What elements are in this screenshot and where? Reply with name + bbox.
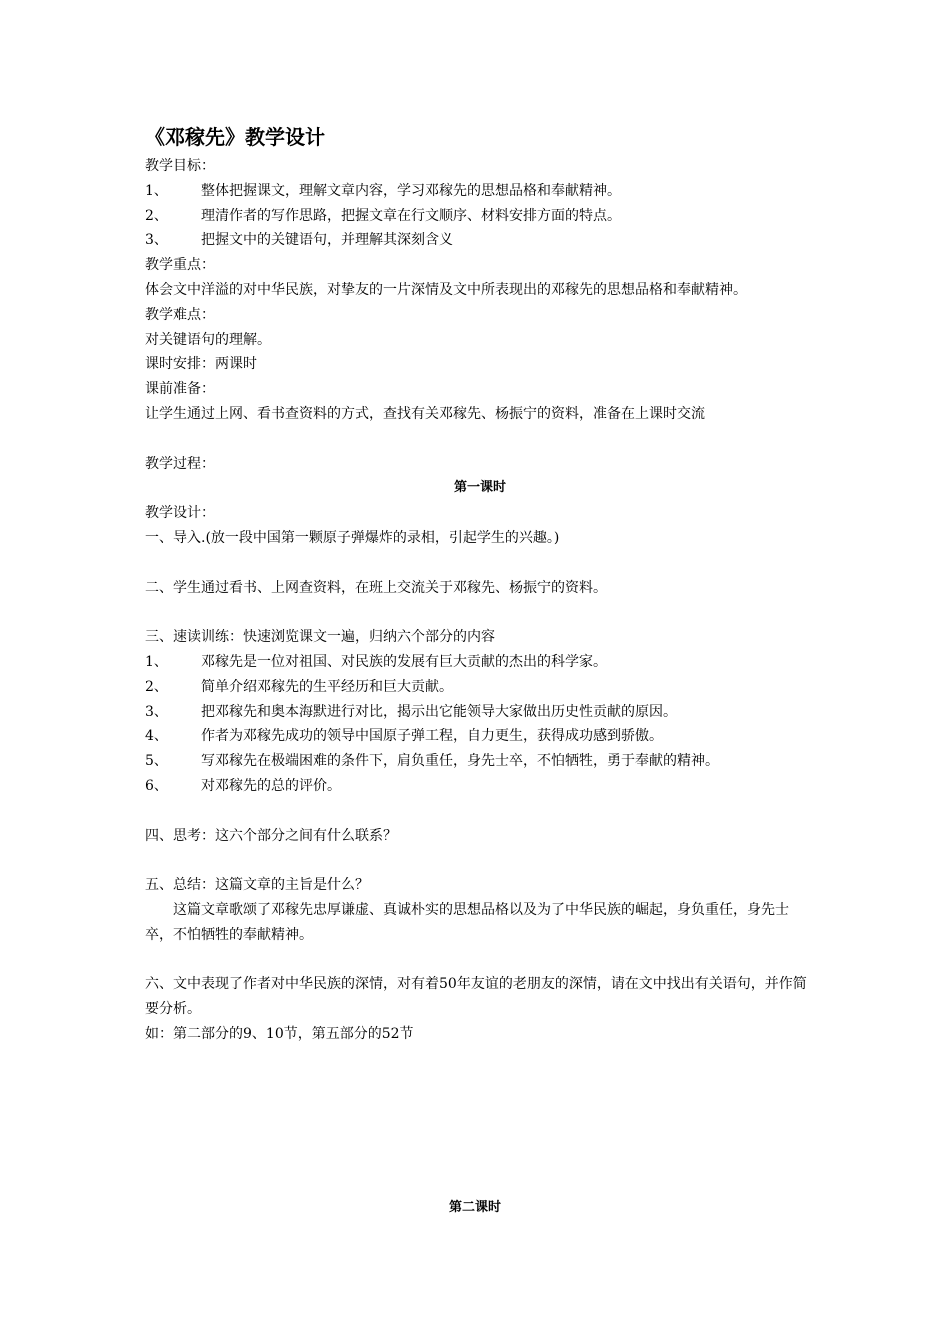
step-six-example: 如：第二部分的9、10节，第五部分的52节 [145,1025,414,1042]
part-item [145,675,815,700]
lesson-one-heading: 第一课时 [453,480,506,496]
step-three: 三、速读训练：快速浏览课文一遍，归纳六个部分的内容 [145,629,495,646]
lesson-two-heading: 第二课时 [448,1200,501,1215]
part-item [145,700,815,725]
goals-list [145,179,815,253]
part-item [145,650,815,675]
spacer [145,948,815,973]
part-item [145,774,815,799]
part-number: 4、 [145,728,168,745]
part-number: 2、 [145,678,168,695]
preparation-text: 让学生通过上网、看书查资料的方式，查找有关邓稼先、杨振宁的资料，准备在上课时交流 [145,405,705,422]
lesson-two-section [145,1196,805,1221]
part-text: 把邓稼先和奥本海默进行对比，揭示出它能领导大家做出历史性贡献的原因。 [201,703,677,720]
document-title: 《邓稼先》教学设计 [145,125,325,149]
schedule-text: 课时安排：两课时 [145,356,257,373]
goals-label: 教学目标： [145,158,215,174]
part-number: 1、 [145,653,168,670]
spacer [145,551,815,576]
part-text: 写邓稼先在极端困难的条件下，肩负重任，身先士卒，不怕牺牲，勇于奉献的精神。 [201,753,719,770]
goal-text: 把握文中的关键语句，并理解其深刻含义 [201,232,453,249]
difficulty-label: 教学难点： [145,306,215,323]
step-two: 二、学生通过看书、上网查资料，在班上交流关于邓稼先、杨振宁的资料。 [145,579,607,596]
process-label: 教学过程： [145,455,215,472]
step-five-answer: 这篇文章歌颂了邓稼先忠厚谦虚、真诚朴实的思想品格以及为了中华民族的崛起，身负重任，身先士卒，不怕牺牲的奉献精神。 [145,901,789,943]
part-text: 简单介绍邓稼先的生平经历和巨大贡献。 [201,678,453,695]
parts-list [145,650,815,799]
spacer [145,848,815,873]
goal-number: 3、 [145,232,168,249]
part-text: 邓稼先是一位对祖国、对民族的发展有巨大贡献的杰出的科学家。 [201,653,607,670]
difficulty-text: 对关键语句的理解。 [145,331,271,348]
goal-text: 整体把握课文，理解文章内容，学习邓稼先的思想品格和奉献精神。 [201,182,621,199]
step-five: 五、总结：这篇文章的主旨是什么？ [145,877,369,894]
part-item [145,724,815,749]
design-label: 教学设计： [145,505,215,522]
goal-number: 1、 [145,182,168,199]
key-points-label: 教学重点： [145,257,215,274]
part-text: 作者为邓稼先成功的领导中国原子弹工程，自力更生，获得成功感到骄傲。 [201,728,663,745]
goal-item [145,204,815,229]
step-four: 四、思考：这六个部分之间有什么联系？ [145,827,397,844]
goal-item [145,228,815,253]
goal-text: 理清作者的写作思路，把握文章在行文顺序、材料安排方面的特点。 [201,207,621,224]
preparation-label: 课前准备： [145,381,215,398]
part-item [145,749,815,774]
part-number: 5、 [145,753,168,770]
part-number: 3、 [145,703,168,720]
spacer [145,600,815,625]
key-points-text: 体会文中洋溢的对中华民族，对挚友的一片深情及文中所表现出的邓稼先的思想品格和奉献精神。 [145,281,747,298]
part-text: 对邓稼先的总的评价。 [201,777,341,794]
document-body [145,122,815,1047]
spacer [145,799,815,824]
spacer [145,427,815,452]
step-one: 一、导入.(放一段中国第一颗原子弹爆炸的录相，引起学生的兴趣。) [145,529,560,546]
part-number: 6、 [145,777,168,794]
step-six: 六、文中表现了作者对中华民族的深情，对有着50年友谊的老朋友的深情，请在文中找出有关语句，并作简要分析。 [145,976,807,1018]
goal-item [145,179,815,204]
goal-number: 2、 [145,207,168,224]
